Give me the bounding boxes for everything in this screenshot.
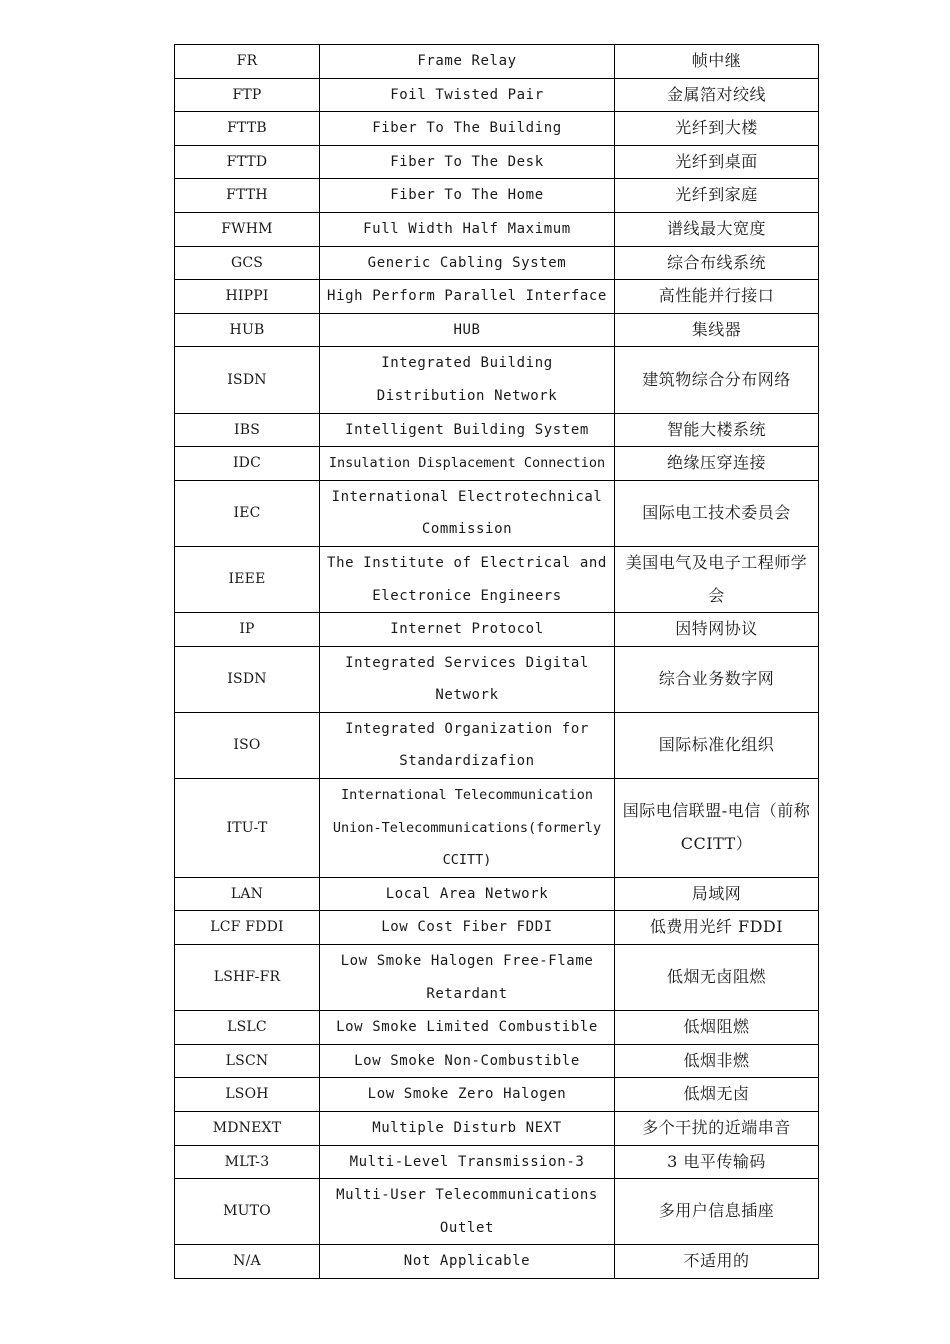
table-row [175,78,819,112]
english-term-cell: The Institute of Electrical and Electronice Engineers [320,546,615,612]
chinese-term-cell: 美国电气及电子工程师学会 [615,546,819,612]
abbreviation-cell: LSCN [175,1044,320,1078]
abbreviation-cell: LSLC [175,1011,320,1045]
english-term-cell: Low Smoke Halogen Free-Flame Retardant [320,945,615,1011]
abbreviation-cell: FTTH [175,179,320,213]
chinese-term-cell: 建筑物综合分布网络 [615,347,819,413]
english-term-cell: Local Area Network [320,877,615,911]
chinese-term-cell: 低烟无卤阻燃 [615,945,819,1011]
chinese-term-cell: 局域网 [615,877,819,911]
chinese-term-cell: 国际电工技术委员会 [615,480,819,546]
chinese-term-cell: 金属箔对绞线 [615,78,819,112]
english-term-cell: Foil Twisted Pair [320,78,615,112]
chinese-term-cell: 因特网协议 [615,613,819,647]
table-row [175,712,819,778]
english-term-cell: Low Smoke Limited Combustible [320,1011,615,1045]
abbreviation-cell: IEEE [175,546,320,612]
table-row [175,877,819,911]
english-term-cell: Low Smoke Non-Combustible [320,1044,615,1078]
glossary-page [174,44,818,1279]
abbreviation-cell: MDNEXT [175,1112,320,1146]
abbreviation-cell: LAN [175,877,320,911]
table-row [175,613,819,647]
table-row [175,779,819,878]
abbreviation-cell: N/A [175,1245,320,1279]
chinese-term-cell: 国际标准化组织 [615,712,819,778]
chinese-term-cell: 光纤到家庭 [615,179,819,213]
chinese-term-cell: 多个干扰的近端串音 [615,1112,819,1146]
chinese-term-cell: 不适用的 [615,1245,819,1279]
table-row [175,1078,819,1112]
table-row [175,1179,819,1245]
table-row [175,112,819,146]
table-row [175,179,819,213]
abbreviation-cell: IP [175,613,320,647]
english-term-cell: Frame Relay [320,45,615,79]
table-row [175,1245,819,1279]
abbreviation-cell: HIPPI [175,280,320,314]
abbreviation-cell: FTTB [175,112,320,146]
table-row [175,145,819,179]
chinese-term-cell: 光纤到大楼 [615,112,819,146]
abbreviation-cell: GCS [175,246,320,280]
abbreviation-cell: FWHM [175,212,320,246]
abbreviation-cell: IBS [175,413,320,447]
english-term-cell: International Electrotechnical Commission [320,480,615,546]
table-row [175,347,819,413]
table-row [175,546,819,612]
table-row [175,646,819,712]
english-term-cell: Integrated Building Distribution Network [320,347,615,413]
english-term-cell: Not Applicable [320,1245,615,1279]
abbreviation-cell: LCF FDDI [175,911,320,945]
chinese-term-cell: 帧中继 [615,45,819,79]
english-term-cell: High Perform Parallel Interface [320,280,615,314]
english-term-cell: Integrated Services Digital Network [320,646,615,712]
table-row [175,911,819,945]
abbreviation-cell: MLT-3 [175,1145,320,1179]
chinese-term-cell: 国际电信联盟-电信（前称 CCITT） [615,779,819,878]
table-row [175,945,819,1011]
chinese-term-cell: 绝缘压穿连接 [615,447,819,481]
abbreviation-cell: HUB [175,313,320,347]
table-row [175,447,819,481]
abbreviation-cell: MUTO [175,1179,320,1245]
abbreviation-cell: LSHF-FR [175,945,320,1011]
abbreviation-cell: ITU-T [175,779,320,878]
english-term-cell: Insulation Displacement Connection [320,447,615,481]
english-term-cell: Integrated Organization for Standardizafion [320,712,615,778]
english-term-cell: Full Width Half Maximum [320,212,615,246]
table-row [175,1145,819,1179]
english-term-cell: Intelligent Building System [320,413,615,447]
table-row [175,1112,819,1146]
abbreviation-cell: ISDN [175,347,320,413]
chinese-term-cell: 低烟阻燃 [615,1011,819,1045]
english-term-cell: International Telecommunication Union-Telecommunications(formerly CCITT) [320,779,615,878]
chinese-term-cell: 高性能并行接口 [615,280,819,314]
chinese-term-cell: 集线器 [615,313,819,347]
table-row [175,45,819,79]
english-term-cell: HUB [320,313,615,347]
table-row [175,212,819,246]
english-term-cell: Generic Cabling System [320,246,615,280]
table-row [175,246,819,280]
table-row [175,413,819,447]
english-term-cell: Multi-User Telecommunications Outlet [320,1179,615,1245]
abbreviation-cell: ISO [175,712,320,778]
abbreviation-cell: FTTD [175,145,320,179]
english-term-cell: Multi-Level Transmission-3 [320,1145,615,1179]
english-term-cell: Low Cost Fiber FDDI [320,911,615,945]
abbreviation-cell: FR [175,45,320,79]
english-term-cell: Fiber To The Home [320,179,615,213]
table-row [175,1011,819,1045]
chinese-term-cell: 综合布线系统 [615,246,819,280]
english-term-cell: Fiber To The Desk [320,145,615,179]
table-row [175,1044,819,1078]
table-right-border [818,44,819,1276]
chinese-term-cell: 智能大楼系统 [615,413,819,447]
chinese-term-cell: 3 电平传输码 [615,1145,819,1179]
chinese-term-cell: 低烟无卤 [615,1078,819,1112]
abbreviation-cell: IDC [175,447,320,481]
chinese-term-cell: 光纤到桌面 [615,145,819,179]
chinese-term-cell: 低费用光纤 FDDI [615,911,819,945]
english-term-cell: Internet Protocol [320,613,615,647]
abbreviation-cell: FTP [175,78,320,112]
table-row [175,280,819,314]
abbreviation-cell: IEC [175,480,320,546]
abbreviation-cell: ISDN [175,646,320,712]
english-term-cell: Fiber To The Building [320,112,615,146]
chinese-term-cell: 谱线最大宽度 [615,212,819,246]
chinese-term-cell: 低烟非燃 [615,1044,819,1078]
english-term-cell: Multiple Disturb NEXT [320,1112,615,1146]
english-term-cell: Low Smoke Zero Halogen [320,1078,615,1112]
table-row [175,313,819,347]
abbreviation-cell: LSOH [175,1078,320,1112]
glossary-table [174,44,819,1279]
chinese-term-cell: 综合业务数字网 [615,646,819,712]
chinese-term-cell: 多用户信息插座 [615,1179,819,1245]
table-row [175,480,819,546]
